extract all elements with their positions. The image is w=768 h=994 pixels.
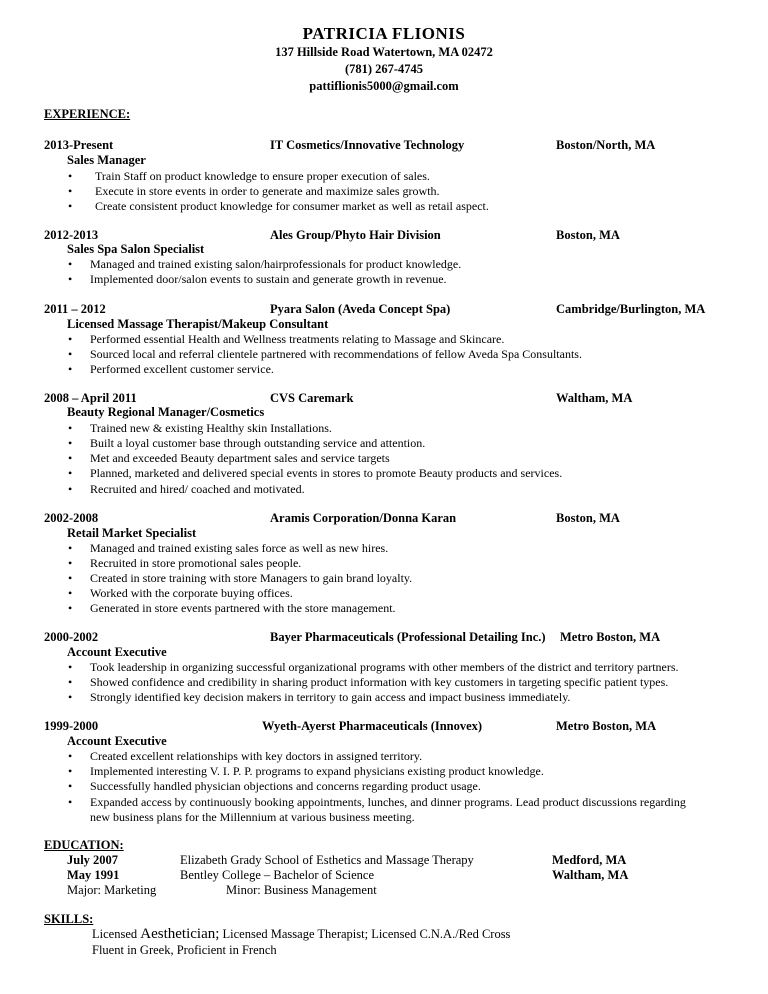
education-location: Medford, MA	[552, 853, 627, 867]
bullet-item: • Built a loyal customer base through outstanding service and attention.	[68, 436, 426, 450]
job-company: Ales Group/Phyto Hair Division	[270, 228, 441, 242]
bullet-item: • Train Staff on product knowledge to ensure proper execution of sales.	[68, 169, 430, 183]
job-company: IT Cosmetics/Innovative Technology	[270, 138, 465, 152]
education-date: July 2007	[67, 853, 119, 867]
job-location: Cambridge/Burlington, MA	[556, 302, 706, 316]
bullet-item: • Expanded access by continuously booking appointments, lunches, and dinner programs. Lead product discussions regarding	[68, 795, 686, 809]
bullet-item: • Generated in store events partnered with the store management.	[68, 601, 396, 615]
job-title: Account Executive	[67, 734, 167, 748]
bullet-item: • Recruited in store promotional sales people.	[68, 556, 302, 570]
bullet-item: • Sourced local and referral clientele partnered with recommendations of fellow Aveda Spa Consultants.	[68, 347, 582, 361]
job-company: Pyara Salon (Aveda Concept Spa)	[270, 302, 451, 316]
bullet-item: • Performed excellent customer service.	[68, 362, 274, 376]
job-dates: 2002-2008	[44, 511, 99, 525]
job-dates: 2011 – 2012	[44, 302, 106, 316]
bullet-item: • Performed essential Health and Wellness treatments relating to Massage and Skincare.	[68, 332, 505, 346]
job-location: Metro Boston, MA	[560, 630, 661, 644]
bullet-item: • Execute in store events in order to generate and maximize sales growth.	[68, 184, 440, 198]
resume-phone: (781) 267-4745	[344, 62, 424, 76]
skills-line-1: Licensed Aesthetician; Licensed Massage Therapist; Licensed C.N.A./Red Cross	[92, 926, 511, 942]
bullet-item: • Trained new & existing Healthy skin Installations.	[68, 421, 332, 435]
job-company: CVS Caremark	[270, 391, 354, 405]
job-company: Bayer Pharmaceuticals (Professional Detailing Inc.)	[270, 630, 546, 644]
bullet-item: • Planned, marketed and delivered special events in stores to promote Beauty products and services.	[68, 466, 563, 480]
job-title: Sales Spa Salon Specialist	[67, 242, 205, 256]
education-school: Bentley College – Bachelor of Science	[180, 868, 375, 882]
job-location: Waltham, MA	[556, 391, 633, 405]
resume-email: pattiflionis5000@gmail.com	[309, 79, 459, 93]
job-title: Account Executive	[67, 645, 167, 659]
bullet-item: • Took leadership in organizing successful organizational programs with other members of the district and territory partners.	[68, 660, 679, 674]
bullet-item: • Met and exceeded Beauty department sales and service targets	[68, 451, 390, 465]
job-title: Beauty Regional Manager/Cosmetics	[67, 405, 265, 419]
bullet-item: • Implemented interesting V. I. P. P. programs to expand physicians existing product knowledge.	[68, 764, 544, 778]
education-school: Elizabeth Grady School of Esthetics and Massage Therapy	[180, 853, 474, 867]
bullet-item: • Managed and trained existing sales force as well as new hires.	[68, 541, 389, 555]
job-dates: 1999-2000	[44, 719, 99, 733]
skills-heading: SKILLS:	[44, 912, 94, 926]
bullet-item: • Create consistent product knowledge for consumer market as well as retail aspect.	[68, 199, 489, 213]
bullet-continuation: new business plans for the Millennium at various business meeting.	[90, 810, 415, 824]
bullet-item: • Created in store training with store Managers to gain brand loyalty.	[68, 571, 413, 585]
bullet-item: • Managed and trained existing salon/hairprofessionals for product knowledge.	[68, 257, 462, 271]
job-title: Licensed Massage Therapist/Makeup Consultant	[67, 317, 329, 331]
bullet-item: • Strongly identified key decision makers in territory to gain access and impact business immediately.	[68, 690, 571, 704]
job-location: Boston/North, MA	[556, 138, 656, 152]
job-location: Boston, MA	[556, 511, 620, 525]
job-company: Wyeth-Ayerst Pharmaceuticals (Innovex)	[262, 719, 483, 733]
resume-name: PATRICIA FLIONIS	[302, 24, 466, 43]
job-location: Metro Boston, MA	[556, 719, 657, 733]
job-location: Boston, MA	[556, 228, 620, 242]
resume-address: 137 Hillside Road Watertown, MA 02472	[275, 45, 493, 59]
education-date: May 1991	[67, 868, 120, 882]
bullet-item: • Implemented door/salon events to sustain and generate growth in revenue.	[68, 272, 447, 286]
job-title: Sales Manager	[67, 153, 146, 167]
education-minor: Minor: Business Management	[226, 883, 377, 897]
job-dates: 2000-2002	[44, 630, 99, 644]
bullet-item: • Worked with the corporate buying offices.	[68, 586, 293, 600]
job-dates: 2008 – April 2011	[44, 391, 137, 405]
education-heading: EDUCATION:	[44, 838, 124, 852]
education-location: Waltham, MA	[552, 868, 629, 882]
skills-line-2: Fluent in Greek, Proficient in French	[92, 943, 277, 957]
job-title: Retail Market Specialist	[67, 526, 197, 540]
bullet-item: • Recruited and hired/ coached and motivated.	[68, 482, 305, 496]
bullet-item: • Created excellent relationships with key doctors in assigned territory.	[68, 749, 423, 763]
bullet-item: • Showed confidence and credibility in sharing product information with key customers in targeting specific patient types.	[68, 675, 669, 689]
education-major: Major: Marketing	[67, 883, 157, 897]
job-dates: 2013-Present	[44, 138, 114, 152]
job-company: Aramis Corporation/Donna Karan	[270, 511, 457, 525]
job-dates: 2012-2013	[44, 228, 99, 242]
skills-emphasis: Aesthetician;	[140, 926, 220, 942]
experience-heading: EXPERIENCE:	[44, 107, 131, 121]
bullet-item: • Successfully handled physician objections and concerns regarding product usage.	[68, 779, 481, 793]
